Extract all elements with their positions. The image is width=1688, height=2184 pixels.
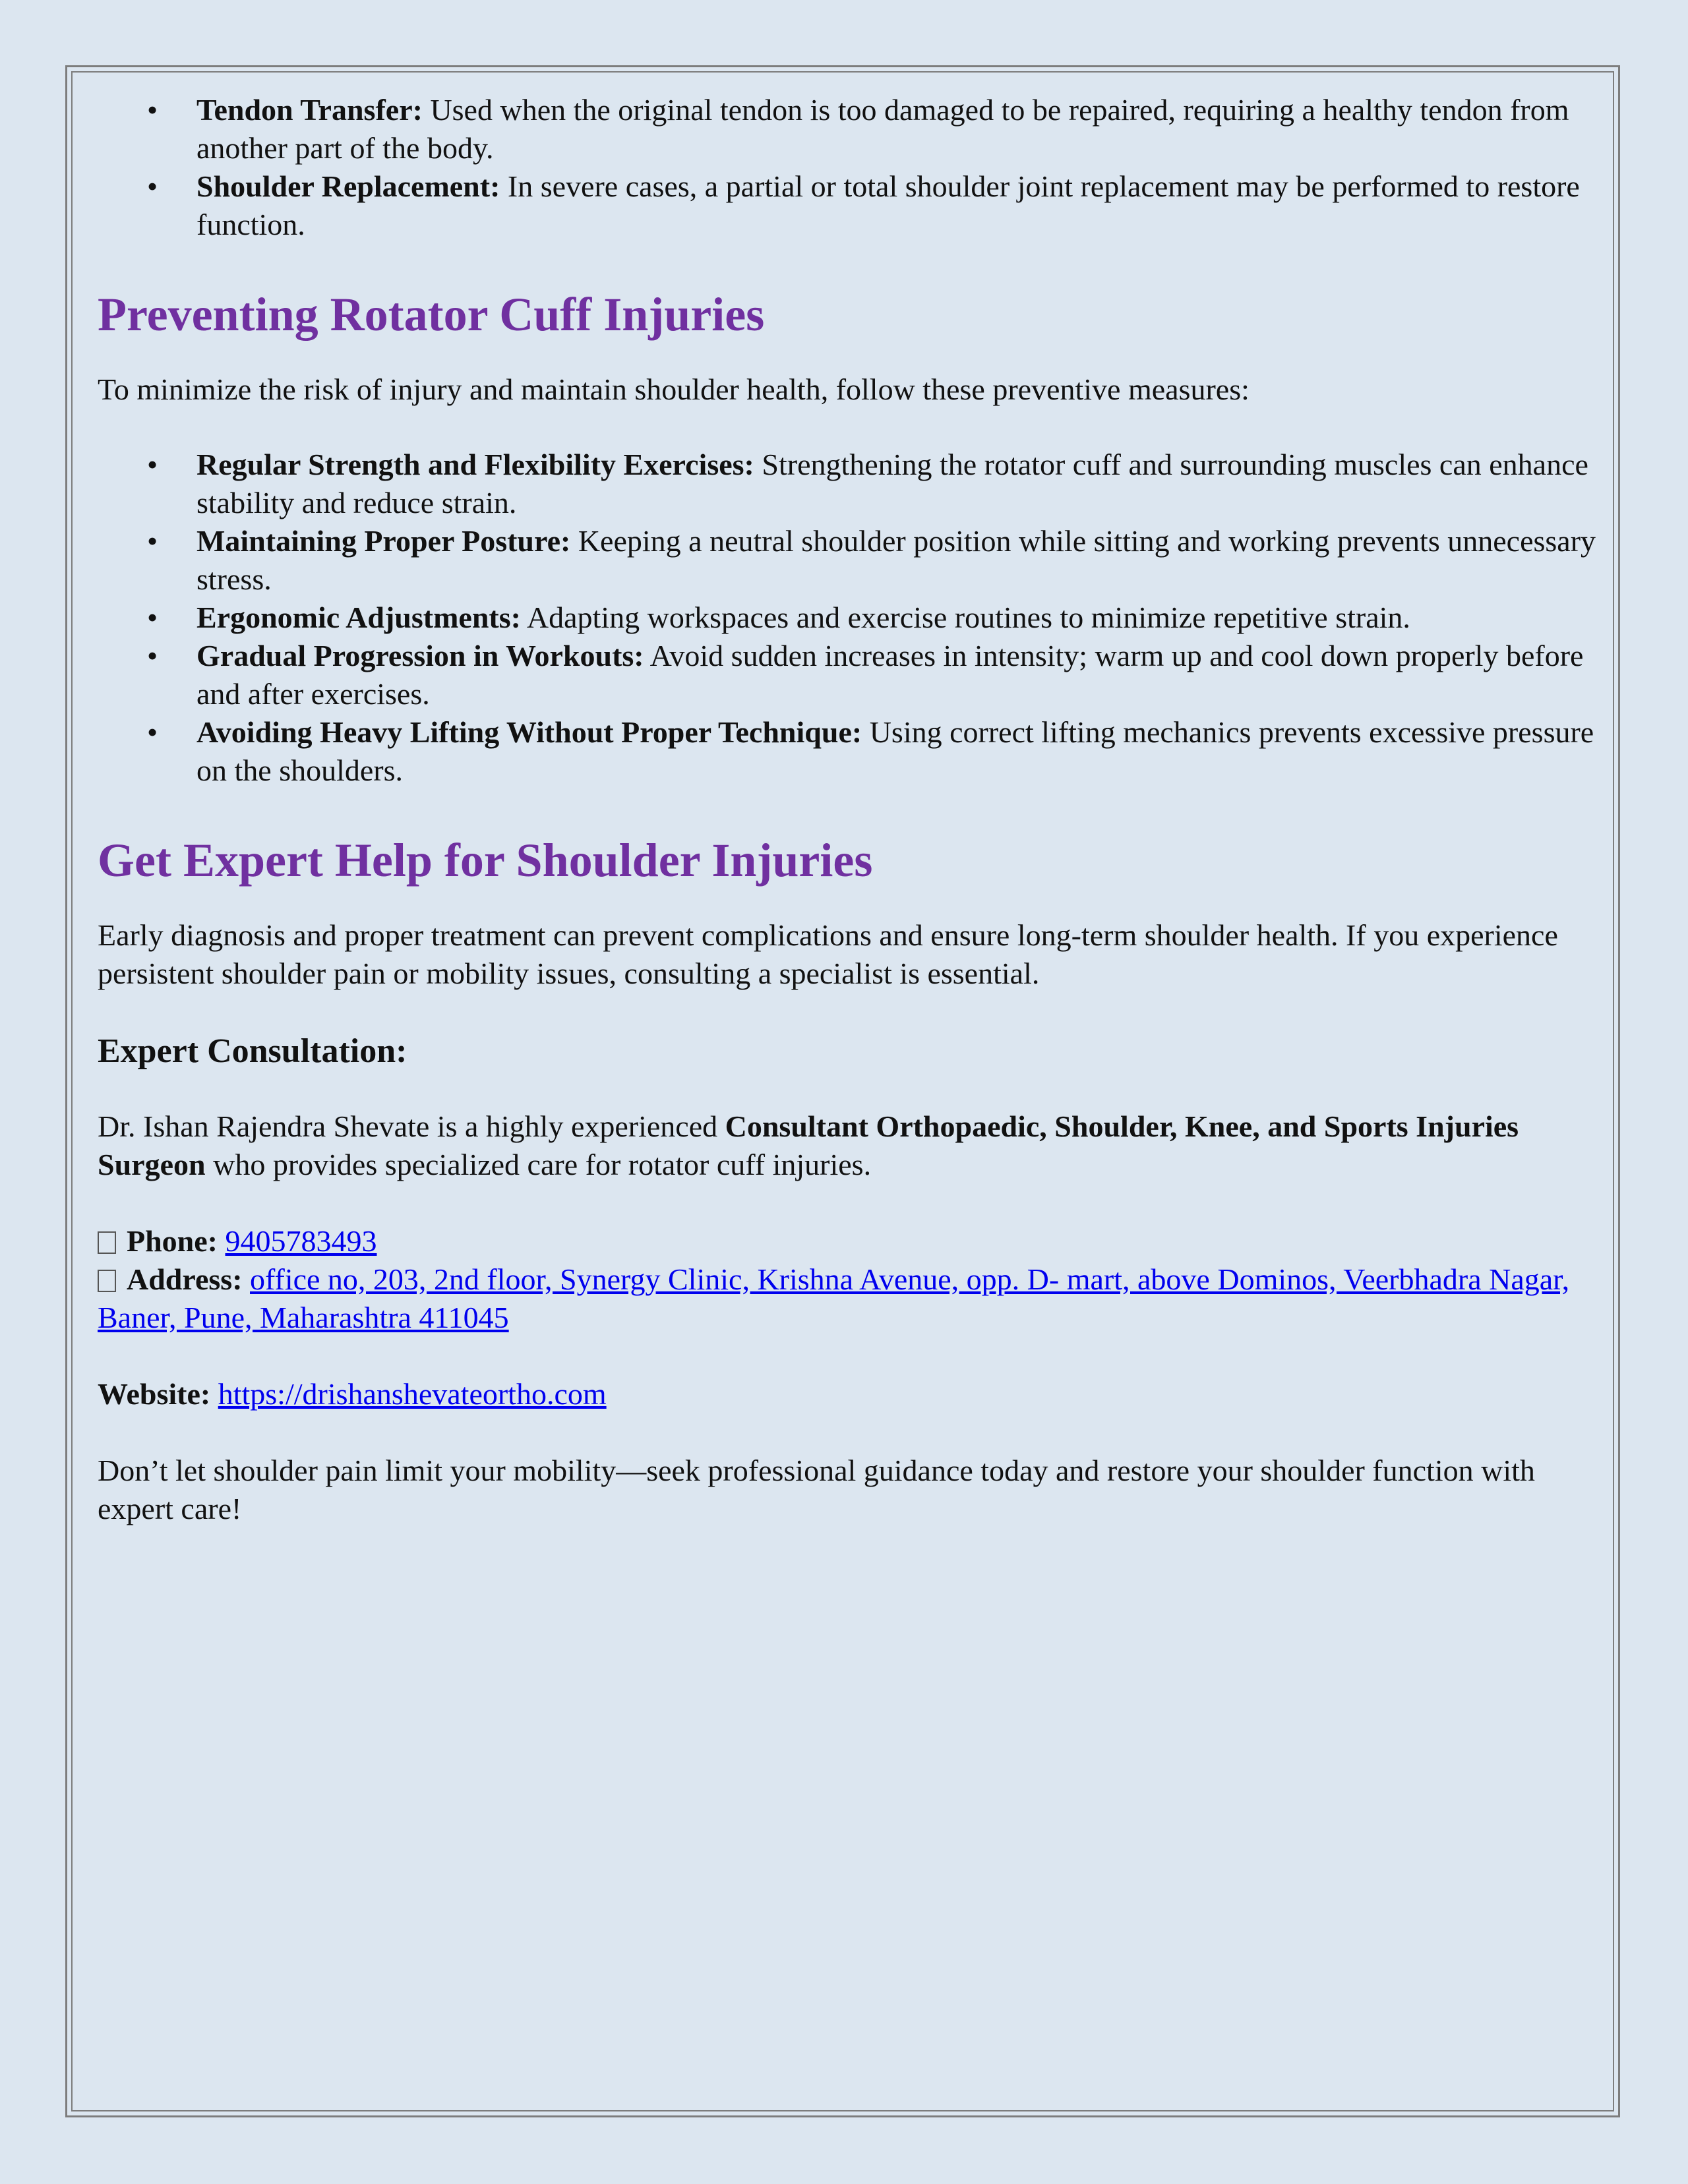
list-item (98, 446, 1608, 522)
address-link[interactable]: office no, 203, 2nd floor, Synergy Clinic, Krishna Avenue, opp. D- mart, above Dominos, Veerbhadra Nagar, Baner, Pune, Maharashtra 411045 (98, 1262, 1570, 1334)
list-item-term: Gradual Progression in Workouts: (196, 639, 644, 672)
list-item-text: Used when the original tendon is too damaged to be repaired, requiring a healthy tendon from another part of the body. (196, 93, 1569, 165)
website-link[interactable]: https://drishanshevateortho.com (218, 1377, 607, 1411)
preventing-intro: To minimize the risk of injury and maintain shoulder health, follow these preventive measures: (98, 372, 1250, 406)
treatment-list (98, 91, 1608, 244)
list-item (98, 522, 1608, 599)
list-item (98, 167, 1608, 244)
phone-icon (98, 1231, 116, 1254)
list-item (98, 599, 1608, 637)
list-item (98, 713, 1608, 790)
heading-consultation: Expert Consultation: (98, 1032, 407, 1070)
list-item-term: Ergonomic Adjustments: (196, 601, 521, 634)
list-item-term: Avoiding Heavy Lifting Without Proper Technique: (196, 715, 862, 749)
list-item (98, 637, 1608, 713)
phone-label: Phone: (127, 1224, 218, 1258)
heading-expert-help: Get Expert Help for Shoulder Injuries (98, 834, 873, 887)
list-item-text: Strengthening the rotator cuff and surrounding muscles can enhance stability and reduce strain. (196, 448, 1588, 519)
website-label: Website: (98, 1377, 211, 1411)
list-item-term: Tendon Transfer: (196, 93, 423, 127)
phone-link[interactable]: 9405783493 (225, 1224, 377, 1258)
list-item-term: Regular Strength and Flexibility Exercises: (196, 448, 754, 481)
list-item-text: Keeping a neutral shoulder position while sitting and working prevents unnecessary stress. (196, 524, 1596, 596)
list-item-text: Adapting workspaces and exercise routines to minimize repetitive strain. (520, 601, 1410, 634)
expert-help-intro: Early diagnosis and proper treatment can prevent complications and ensure long-term shoulder health. If you experience persistent shoulder pain or mobility issues, consulting a specialist is essential. (98, 918, 1558, 990)
address-icon (98, 1270, 116, 1292)
heading-preventing: Preventing Rotator Cuff Injuries (98, 288, 765, 341)
phone-line (98, 1222, 1608, 1260)
consultation-text (98, 1107, 1608, 1184)
list-item-text: Using correct lifting mechanics prevents excessive pressure on the shoulders. (196, 715, 1594, 787)
address-label: Address: (127, 1262, 243, 1296)
list-item-term: Maintaining Proper Posture: (196, 524, 571, 558)
document-content (98, 91, 1608, 1528)
closing-text: Don’t let shoulder pain limit your mobility—seek professional guidance today and restore your shoulder function with expert care! (98, 1454, 1535, 1525)
website-line (98, 1375, 1608, 1413)
prevention-list (98, 446, 1608, 790)
list-item-term: Shoulder Replacement: (196, 169, 500, 203)
list-item-text: Avoid sudden increases in intensity; warm up and cool down properly before and after exercises. (196, 639, 1584, 711)
consultation-text-before: Dr. Ishan Rajendra Shevate is a highly experienced (98, 1109, 725, 1143)
list-item-text: In severe cases, a partial or total shoulder joint replacement may be performed to restore function. (196, 169, 1580, 241)
consultation-text-after: who provides specialized care for rotator cuff injuries. (205, 1148, 872, 1181)
list-item (98, 91, 1608, 167)
consultation-title: Consultant Orthopaedic, Shoulder, Knee, and Sports Injuries Surgeon (98, 1109, 1519, 1181)
address-line (98, 1260, 1608, 1337)
